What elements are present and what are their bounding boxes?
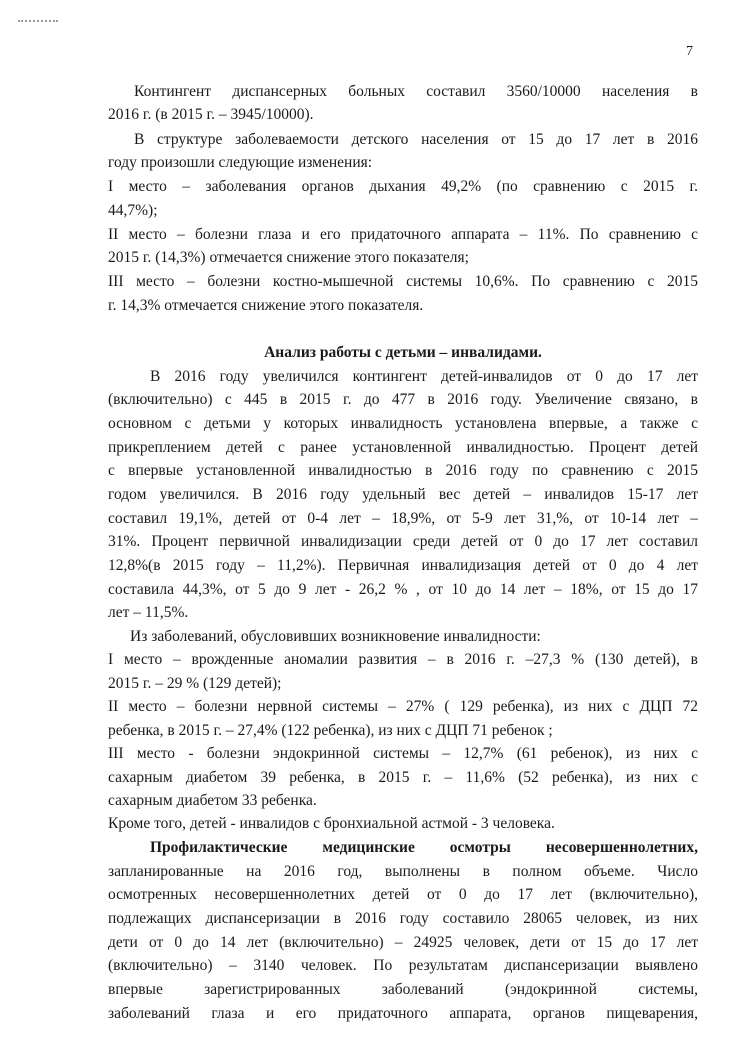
text-line: II место – болезни нервной системы – 27% ( 129 ребенка), из них с ДЦП 72 (108, 698, 698, 715)
text-line: сахарным диабетом 33 ребенка. (108, 792, 317, 809)
text-line: осмотренных несовершеннолетних детей от 0 до 17 лет (включительно), (108, 886, 698, 903)
text-line: заболеваний глаза и его придаточного аппарата, органов пищеварения, (108, 1005, 698, 1022)
text-line: прикреплением детей с ранее установленной инвалидностью. Процент детей (108, 439, 698, 456)
text-line: 2015 г. – 29 % (129 детей); (108, 675, 282, 692)
text-line: подлежащих диспансеризации в 2016 году составило 28065 человек, из них (108, 910, 698, 927)
text-line: I место – заболевания органов дыхания 49,2% (по сравнению с 2015 г. (108, 178, 698, 195)
text-line: (включительно) с 445 в 2015 г. до 477 в 2016 году. Увеличение связано, в (108, 391, 698, 408)
text-line: с впервые установленной инвалидностью в 2016 году по сравнению с 2015 (108, 462, 698, 479)
text-line: 44,7%); (108, 202, 158, 219)
text-line: ребенка, в 2015 г. – 27,4% (122 ребенка), из них с ДЦП 71 ребенок ; (108, 722, 553, 739)
text-line: 12,8%(в 2015 году – 11,2%). Первичная инвалидизация детей от 0 до 4 лет (108, 557, 698, 574)
text-line: III место – болезни костно-мышечной системы 10,6%. По сравнению с 2015 (108, 273, 698, 290)
text-line: Анализ работы с детьми – инвалидами. (264, 344, 542, 361)
text-line: I место – врожденные аномалии развития – в 2016 г. –27,3 % (130 детей), в (108, 651, 698, 668)
text-line: составила 44,3%, от 5 до 9 лет - 26,2 % , от 10 до 14 лет – 18%, от 15 до 17 (108, 581, 698, 598)
text-line: Профилактические медицинские осмотры несовершеннолетних, (150, 839, 698, 856)
page-number: 7 (686, 44, 693, 59)
text-line: г. 14,3% отмечается снижение этого показателя. (108, 297, 424, 314)
text-line: 2016 г. (в 2015 г. – 3945/10000). (108, 106, 314, 123)
text-line: 2015 г. (14,3%) отмечается снижение этого показателя; (108, 249, 469, 266)
text-line: годом увеличился. В 2016 году удельный вес детей – инвалидов 15-17 лет (108, 486, 698, 503)
text-line: III место - болезни эндокринной системы – 12,7% (61 ребенок), из них с (108, 745, 698, 762)
text-line: дети от 0 до 14 лет (включительно) – 24925 человек, дети от 15 до 17 лет (108, 934, 698, 951)
text-line: запланированные на 2016 год, выполнены в полном объеме. Число (108, 863, 698, 880)
text-line: II место – болезни глаза и его придаточного аппарата – 11%. По сравнению с (108, 226, 698, 243)
text-line: 31%. Процент первичной инвалидизации среди детей от 0 до 17 лет составил (108, 533, 698, 550)
text-line: (включительно) – 3140 человек. По результатам диспансеризации выявлено (108, 957, 698, 974)
text-line: году произошли следующие изменения: (108, 154, 373, 171)
text-line: составил 19,1%, детей от 0-4 лет – 18,9%, от 5-9 лет 31,%, от 10-14 лет – (108, 510, 698, 527)
text-line: лет – 11,5%. (108, 604, 189, 621)
text-line: сахарным диабетом 39 ребенка, в 2015 г. – 11,6% (52 ребенка), из них с (108, 769, 698, 786)
text-line: В структуре заболеваемости детского населения от 15 до 17 лет в 2016 (134, 131, 698, 148)
text-line: Кроме того, детей - инвалидов с бронхиальной астмой - 3 человека. (108, 815, 555, 832)
text-line: основном с детьми у которых инвалидность установлена впервые, а также с (108, 415, 698, 432)
text-line: В 2016 году увеличился контингент детей-инвалидов от 0 до 17 лет (150, 368, 698, 385)
text-line: Из заболеваний, обусловивших возникновение инвалидности: (130, 628, 541, 645)
text-line: Контингент диспансерных больных составил 3560/10000 населения в (134, 83, 698, 100)
text-line: впервые зарегистрированных заболеваний (эндокринной системы, (108, 981, 698, 998)
